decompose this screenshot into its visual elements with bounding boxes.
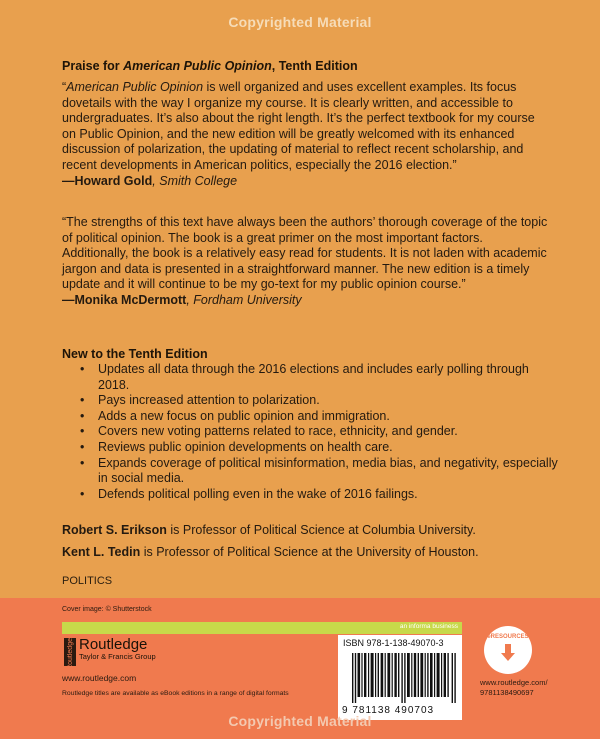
list-item: • Reviews public opinion developments on health care.: [90, 440, 560, 456]
list-item: • Updates all data through the 2016 elections and includes early polling through 2018.: [90, 362, 560, 393]
publisher-brand: [79, 636, 156, 661]
routledge-logo-mark: Routledge: [66, 638, 74, 670]
list-item: • Adds a new focus on public opinion and immigration.: [90, 409, 560, 425]
quote-1: “American Public Opinion is well organized and uses excellent examples. Its focus dovetails with the way I organize my course. It is clearly written, and accessible to undergraduates. It’s also about the right length. It’s the perfect textbook for my course on Public Opinion, and the new edition will be greatly welcomed with its enhanced discussion of polarization, the updating of material to reflect recent scholarship, and recent developments in American politics, especially the 2016 election.” —Howard Gold, Smith College: [62, 80, 535, 188]
praise-heading-prefix: Praise for: [62, 59, 124, 73]
watermark-bottom: Copyrighted Material: [228, 713, 372, 729]
author-bio-2: [62, 545, 479, 559]
list-item: • Expands coverage of political misinformation, media bias, and negativity, especially in social media.: [90, 456, 560, 487]
eresources-link-line-2: 9781138490697: [480, 687, 534, 697]
quote-1-open: “: [62, 80, 67, 94]
quote-1-lead: American Public Opinion: [66, 80, 204, 94]
author-1-bio: is Professor of Political Science at Columbia University.: [166, 523, 476, 537]
eresources-label: eRESOURCES: [487, 634, 529, 640]
eresources-badge[interactable]: [484, 626, 532, 674]
list-item: • Covers new voting patterns related to race, ethnicity, and gender.: [90, 424, 560, 440]
eresources-link-line-1: www.routledge.com/: [480, 678, 548, 687]
list-item: • Pays increased attention to polarization.: [90, 393, 560, 409]
praise-heading-suffix: , Tenth Edition: [271, 59, 358, 73]
publisher-name: Routledge: [79, 636, 148, 653]
subject-category: POLITICS: [62, 575, 113, 587]
ebook-note: Routledge titles are available as eBook editions in a range of digital formats: [62, 690, 289, 697]
informa-tag: an informa business: [399, 623, 458, 630]
quote-2-text: “The strengths of this text have always been the authors’ thorough coverage of the topic of political opinion. The book is a great primer on the most important factors. Additionally, the book is a relatively easy read for students. It is not laden with academic jargon and data is presented in a straightforward manner. The new edition is a timely update and it will continue to be my go-text for my public opinion course.”: [62, 215, 548, 292]
cover-credit: Cover image: © Shutterstock: [62, 606, 152, 613]
new-edition-list: [62, 362, 560, 502]
isbn-barcode-box: [338, 635, 462, 720]
isbn-number: 9 781138 490703: [342, 705, 435, 716]
new-edition-heading: New to the Tenth Edition: [62, 347, 208, 361]
quote-1-text: is well organized and uses excellent examples. Its focus dovetails with the way I organize my course. It is clearly written, and accessible to undergraduates. It’s also about the right length. It’s the perfect textbook for my course on Public Opinion, and the new edition will be greatly welcomed with its enhanced discussion of polarization, the updating of material to reflect recent scholarship, and recent developments in American politics, especially the 2016 election.”: [62, 80, 535, 172]
author-bio-1: [62, 523, 476, 537]
routledge-logo-icon: [64, 638, 76, 670]
quote-2: “The strengths of this text have always been the authors’ thorough coverage of the topic of political opinion. The book is a great primer on the most important factors. Additionally, the book is a relatively easy read for students. It is not laden with academic jargon and data is presented in a straightforward manner. The new edition is a timely update and it will continue to be my go-text for my public opinion course.” —Monika McDermott, Fordham University: [62, 215, 548, 307]
quote-2-author: —Monika McDermott: [62, 292, 187, 307]
publisher-sub: Taylor & Francis Group: [79, 652, 156, 661]
author-2-bio: is Professor of Political Science at the University of Houston.: [140, 545, 479, 559]
praise-heading-title: American Public Opinion: [123, 59, 272, 73]
barcode-icon: [352, 653, 456, 703]
download-arrow-icon: [501, 644, 515, 662]
praise-heading: [62, 59, 358, 73]
eresources-link[interactable]: [480, 678, 548, 697]
list-item: • Defends political polling even in the wake of 2016 failings.: [90, 487, 560, 503]
watermark-top: Copyrighted Material: [228, 14, 372, 30]
quote-1-author: —Howard Gold: [62, 173, 153, 188]
quote-2-institution: Fordham University: [193, 292, 302, 307]
publisher-url[interactable]: www.routledge.com: [62, 673, 137, 683]
accent-bar: [62, 622, 462, 634]
quote-1-institution: Smith College: [159, 173, 238, 188]
author-1-name: Robert S. Erikson: [62, 523, 167, 537]
author-2-name: Kent L. Tedin: [62, 545, 141, 559]
isbn-label: ISBN 978-1-138-49070-3: [343, 638, 444, 648]
